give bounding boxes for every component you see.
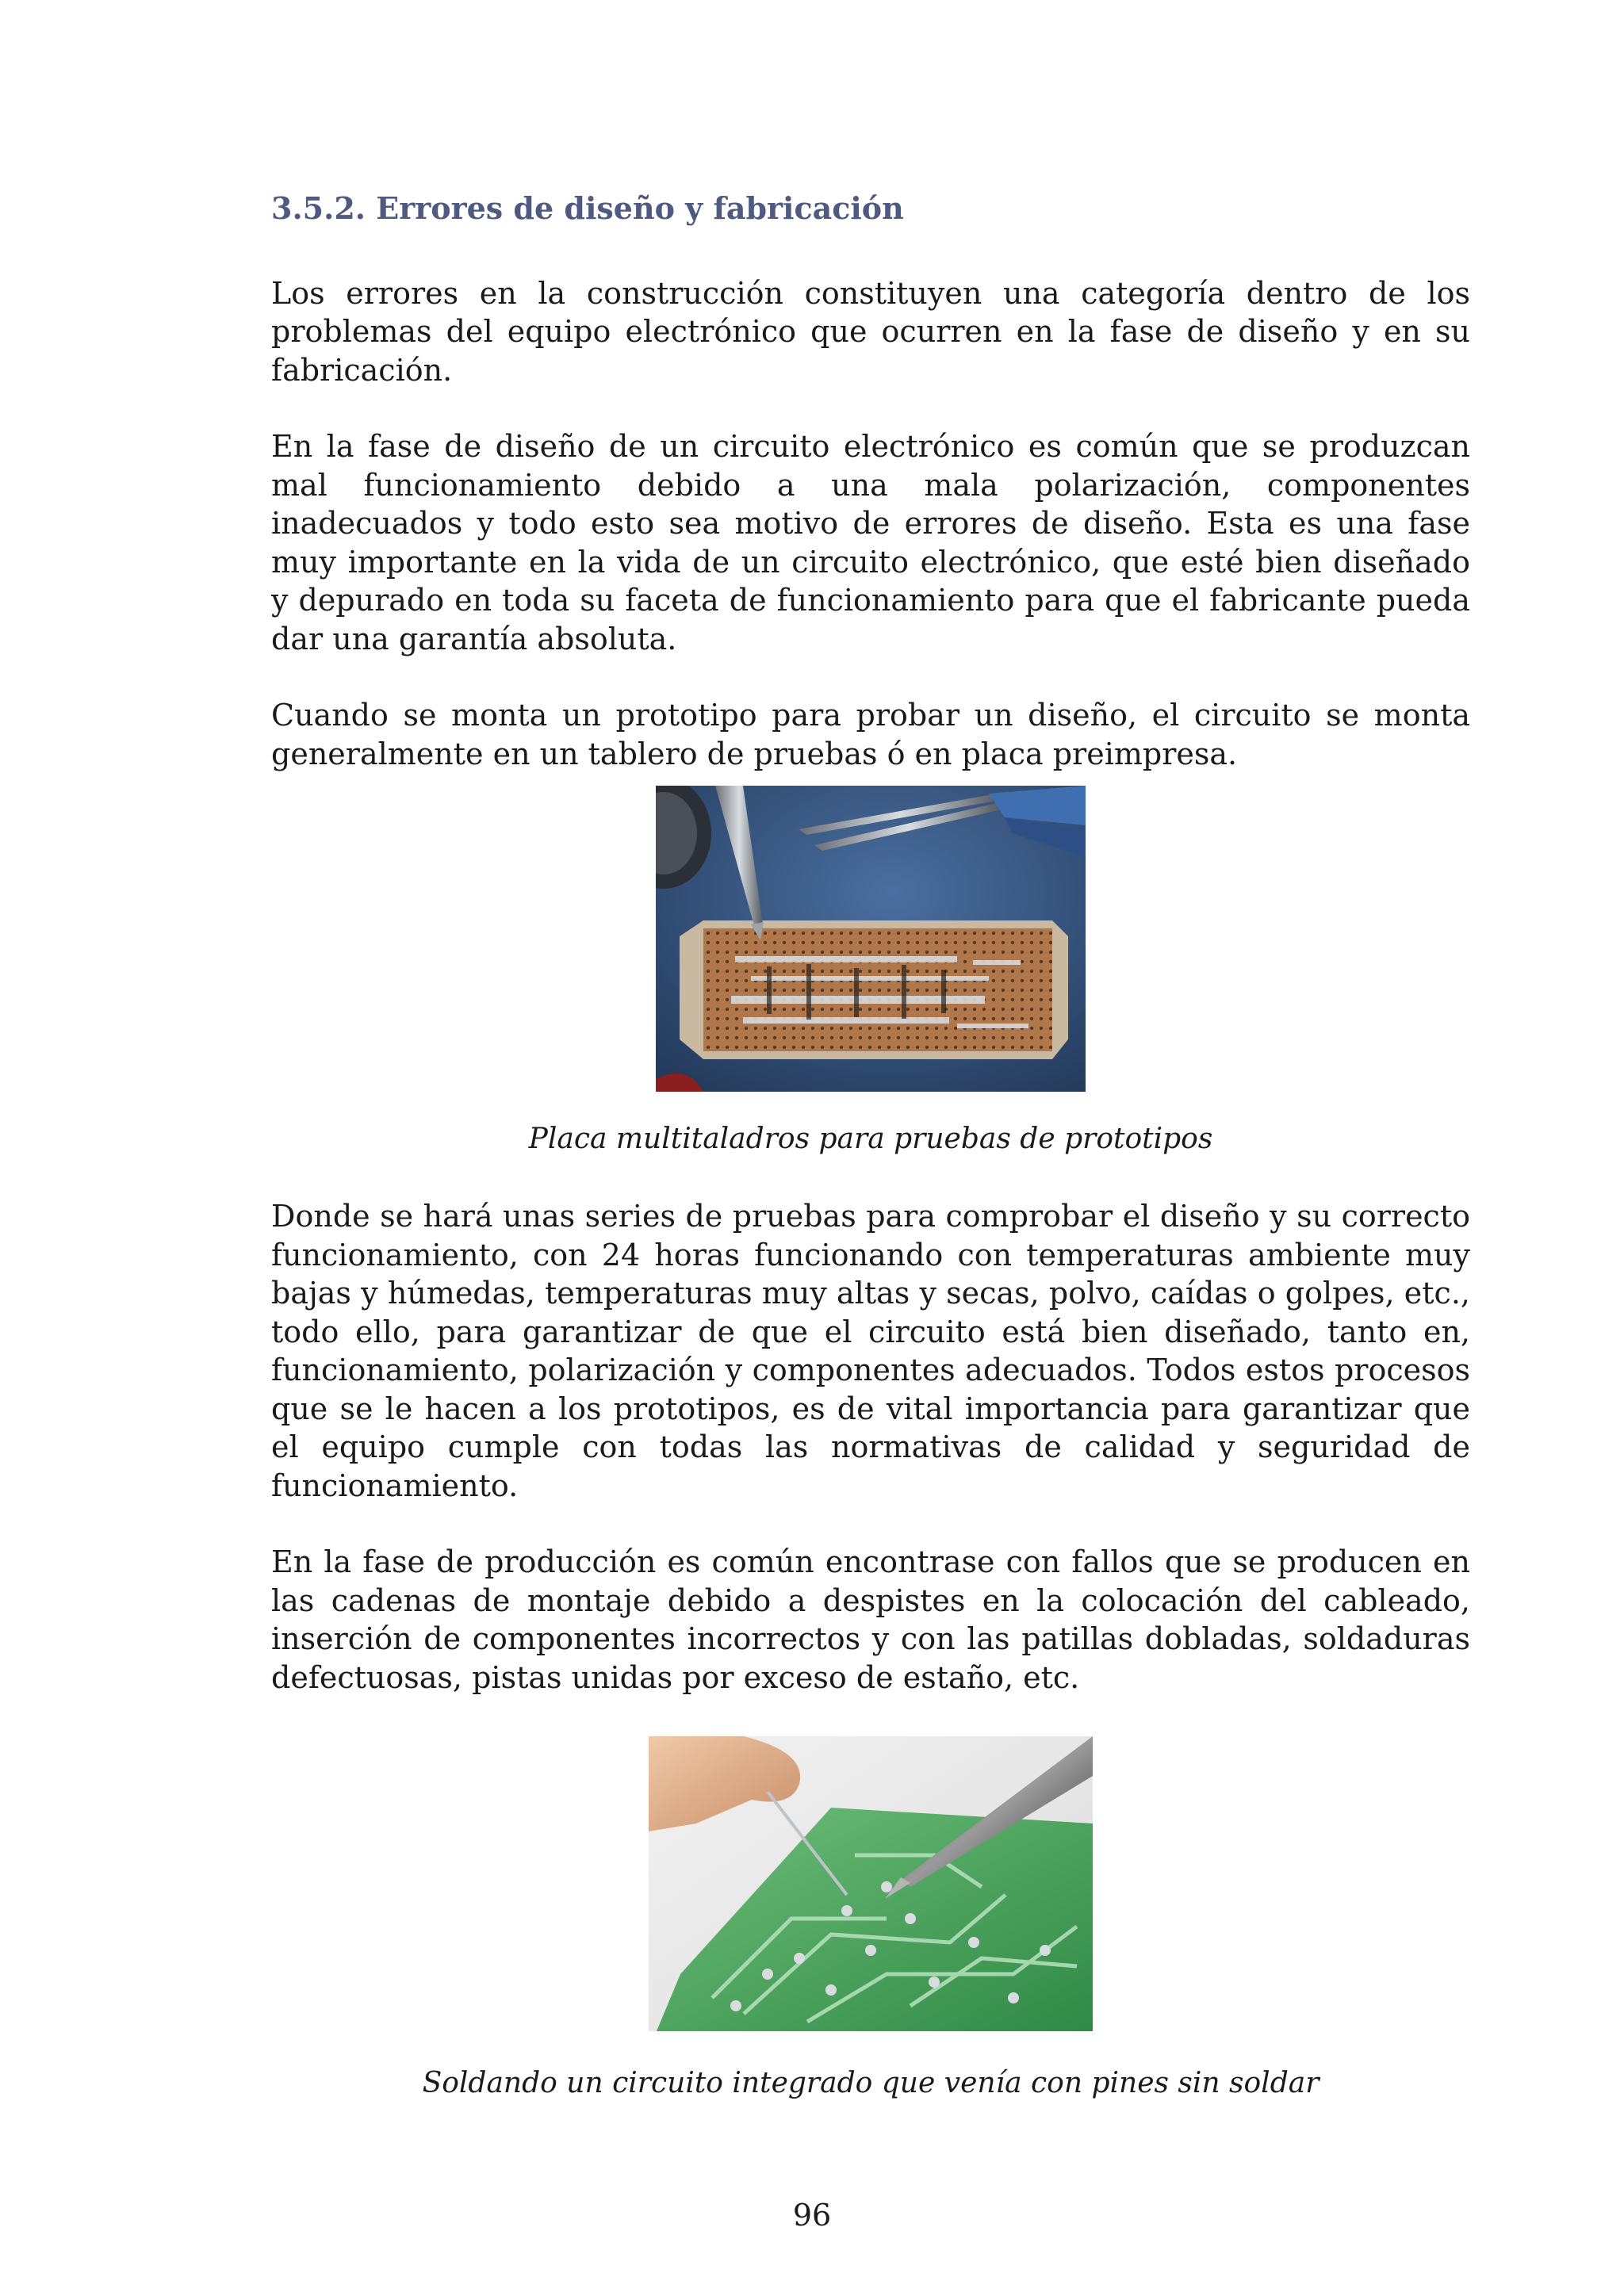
page-number: 96: [792, 2198, 832, 2233]
figure-1-caption: Placa multitaladros para pruebas de prototipos: [528, 1123, 1213, 1156]
paragraph-4: Donde se hará unas series de pruebas para comprobar el diseño y su correcto funcionamiento, con 24 horas funcionando con temperaturas ambiente muy bajas y húmedas, temperaturas muy altas y secas, polvo, caídas o golpes, etc., todo ello, para garantizar de que el circuito está bien diseñado, tanto en, funcionamiento, polarización y componentes adecuados. Todos estos procesos que se le hacen a los prototipos, es de vital importancia para garantizar que el equipo cumple con todas las normativas de calidad y seguridad de funcionamiento.: [271, 1199, 1470, 1503]
section-heading: 3.5.2. Errores de diseño y fabricación: [271, 190, 904, 226]
pcb-soldering-photo: [649, 1736, 1093, 2031]
paragraph-3: Cuando se monta un prototipo para probar un diseño, el circuito se monta generalmente en un tablero de pruebas ó en placa preimpresa.: [271, 698, 1470, 771]
paragraph-5: En la fase de producción es común encontrase con fallos que se producen en las cadenas de montaje debido a despistes en la colocación del cableado, inserción de componentes incorrectos y con las patillas dobladas, soldaduras defectuosas, pistas unidas por exceso de estaño, etc.: [271, 1544, 1470, 1695]
page-content: [271, 190, 1470, 2100]
paragraph-2: En la fase de diseño de un circuito electrónico es común que se produzcan mal funcionamiento debido a una mala polarización, componentes inadecuados y todo esto sea motivo de errores de diseño. Esta es una fase muy importante en la vida de un circuito electrónico, que esté bien diseñado y depurado en toda su faceta de funcionamiento para que el fabricante pueda dar una garantía absoluta.: [271, 429, 1470, 656]
perfboard-prototype-photo: [656, 786, 1086, 1092]
figure-2-caption: Soldando un circuito integrado que venía con pines sin soldar: [422, 2067, 1320, 2100]
paragraph-1: Los errores en la construcción constituyen una categoría dentro de los problemas del equipo electrónico que ocurren en la fase de diseño y en su fabricación.: [271, 275, 1470, 388]
